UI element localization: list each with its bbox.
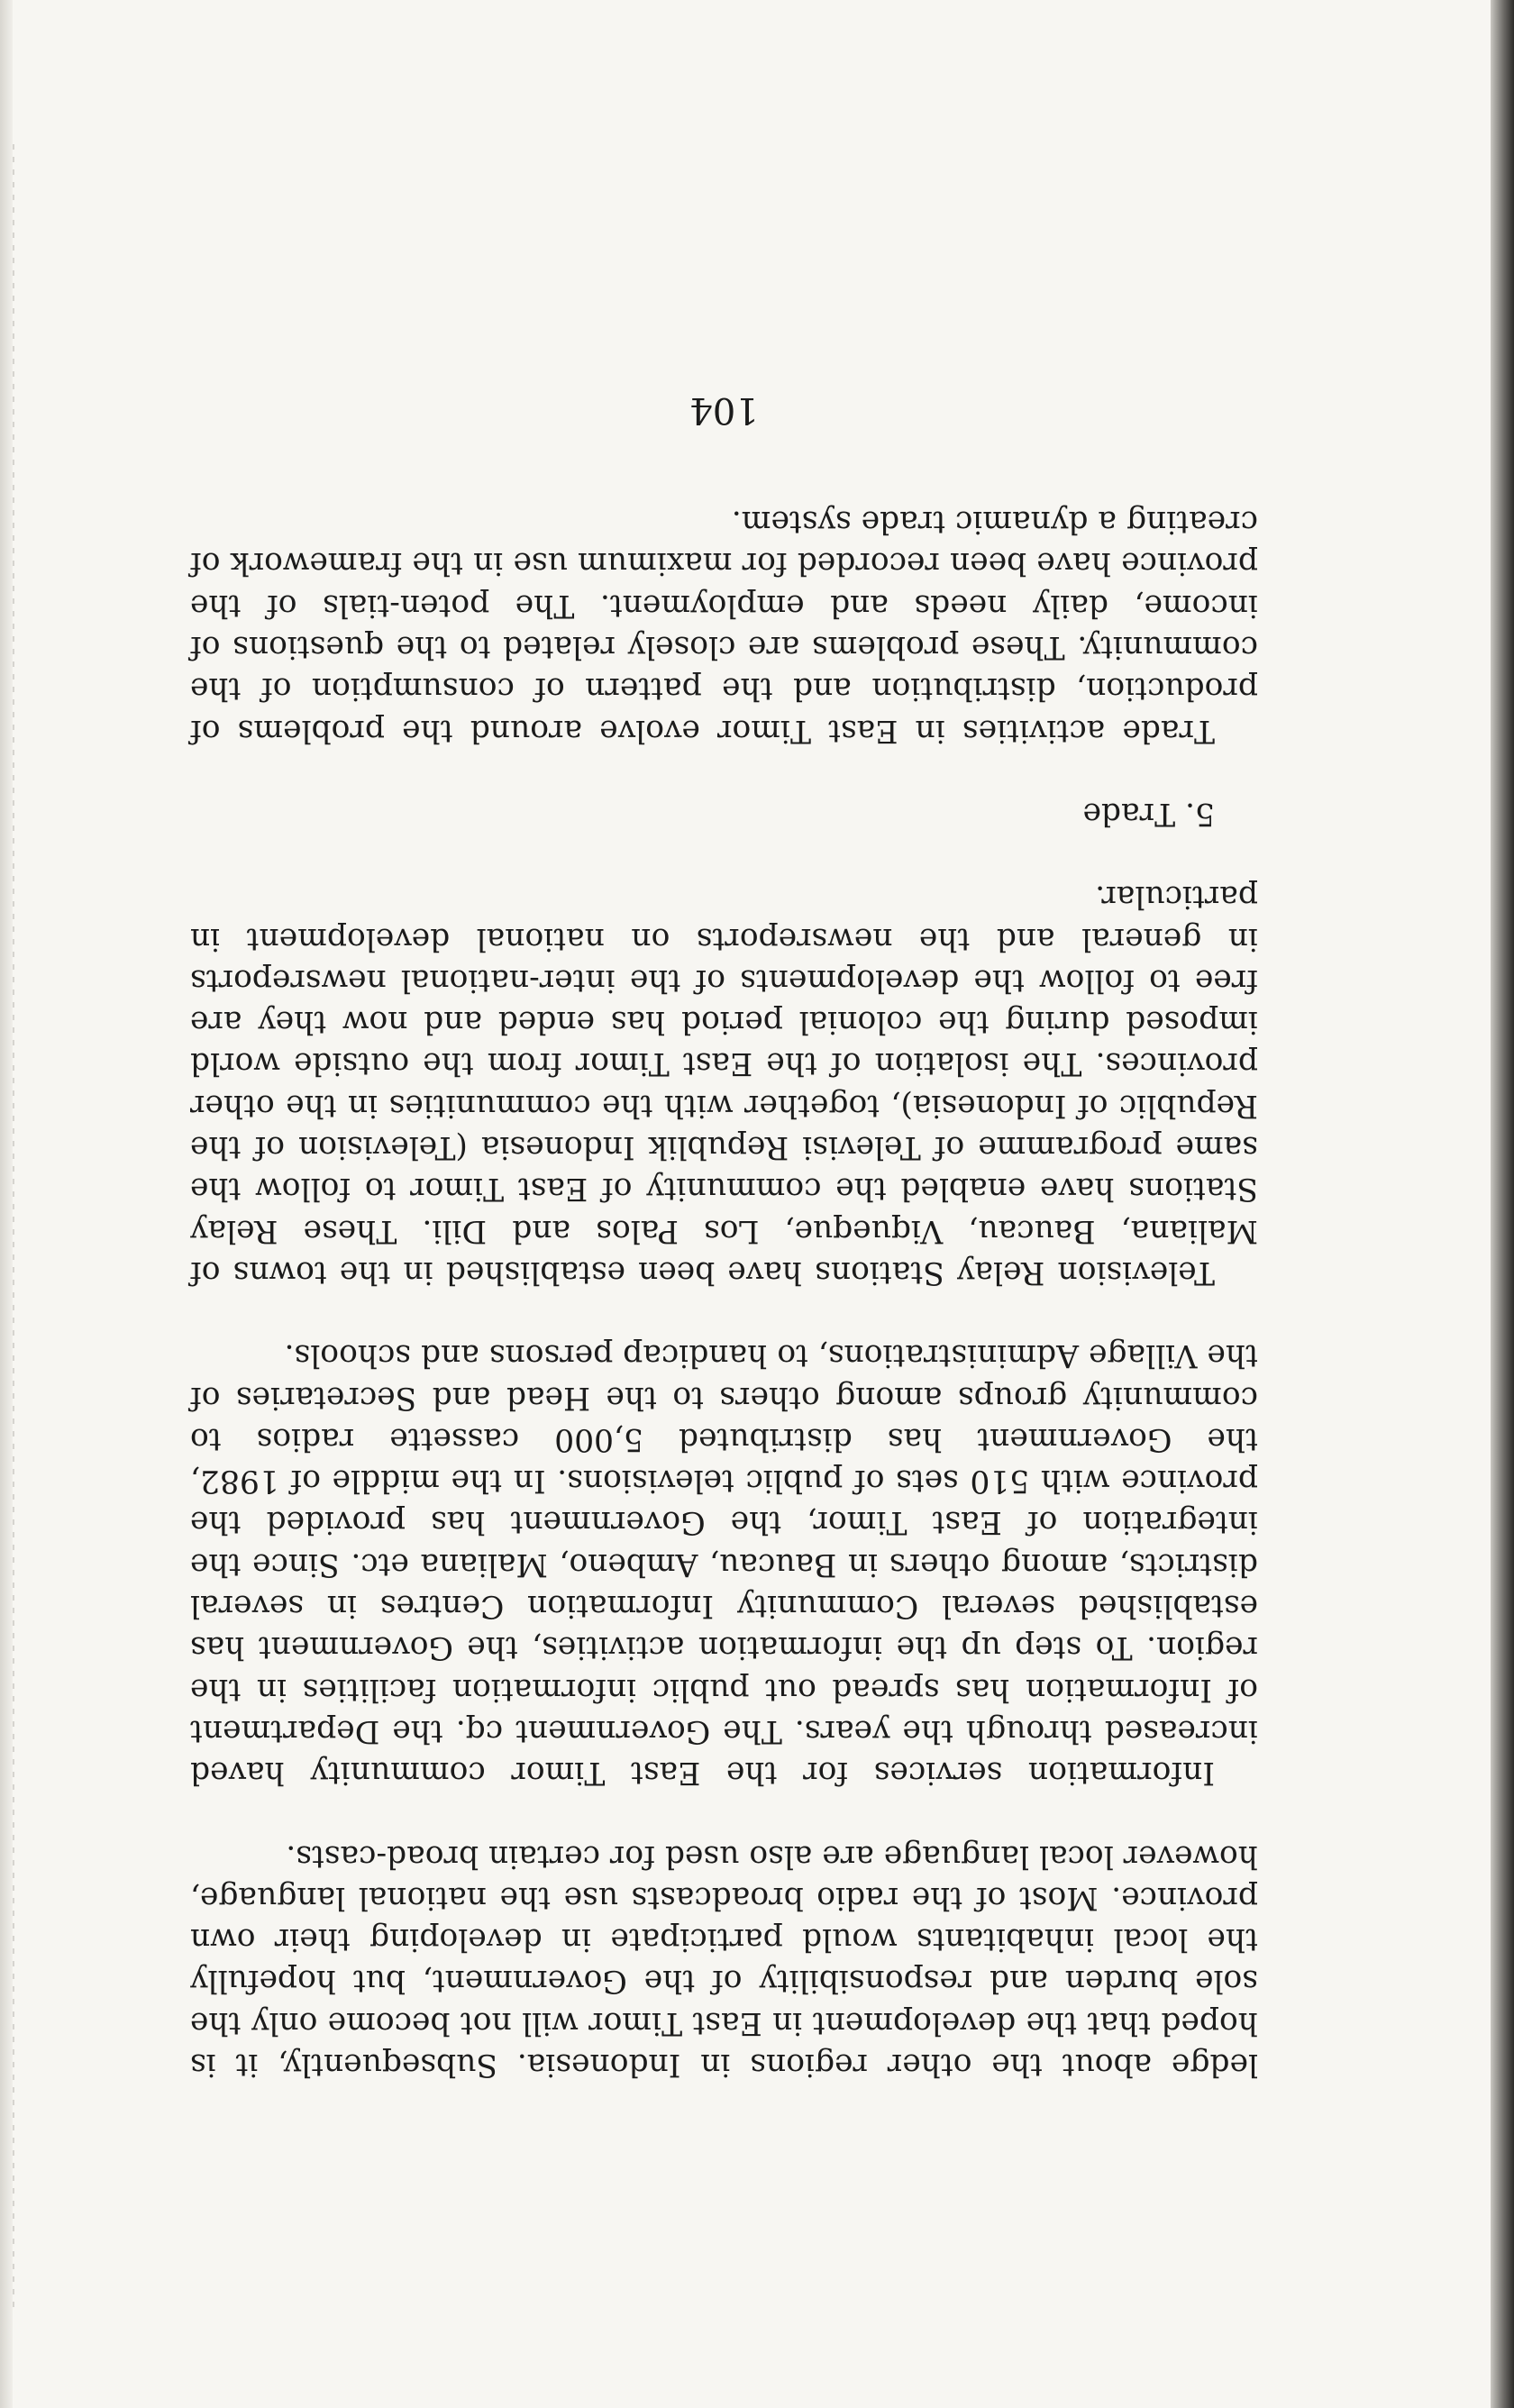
- paragraph-gap: [190, 835, 1258, 876]
- paragraph-gap: [190, 752, 1258, 793]
- body-text: [190, 389, 1258, 2085]
- paragraph-gap: [190, 1793, 1258, 1835]
- folio-gap: [190, 431, 1258, 501]
- paragraph-information-services: Information services for the East Timor community haved increased through the years. The Government cq. the Department of Information has spread out public information facilities in the region. To step up the information activities, the Government has established several Community Information Centres in several districts, among others in Baucau, Ambeno, Maliana etc. Since the integration of East Timor, the Government has provided the province with 510 sets of public televisions. In the middle of 1982, the Government has distributed 5,000 cassette radios to community groups among others to the Head and Secretaries of the Village Administrations, to handicap persons and schools.: [190, 1337, 1258, 1792]
- paragraph-trade-activities: Trade activities in East Timor evolve around the problems of production, distribution and the pattern of consumption of the community. These problems are closely related to the questions of income, daily needs and employment. The poten-tials of the province have been recorded for maximum use in the framework of creating a dynamic trade system.: [190, 504, 1258, 749]
- scan-edge-right: [1491, 0, 1514, 2408]
- page-number: 104: [689, 388, 759, 431]
- paragraph-television-relay: Television Relay Stations have been established in the towns of Maliana, Baucau, Viqueque, Los Palos and Dili. These Relay Stations have enabled the community of East Timor to follow the same programme of Televisi Republik Indonesia (Television of the Republic of Indonesia), together with the communities in the other provinces. The isolation of the East Timor from the outside world imposed during the colonial period has ended and now they are free to follow the developments of the inter-national newsreports in general and the newsreports on national development in particular.: [190, 879, 1258, 1291]
- paragraph-gap: [190, 1293, 1258, 1335]
- section-heading-trade: 5. Trade: [1082, 795, 1215, 832]
- paragraph-continuation: ledge about the other regions in Indonesia. Subsequently, it is hoped that the development in East Timor will not become only the sole burden and responsibility of the Government, but hopefully the local inhabitants would participate in developing their own province. Most of the radio broadcasts use the national language, however local language are also used for certain broad-casts.: [190, 1838, 1258, 2083]
